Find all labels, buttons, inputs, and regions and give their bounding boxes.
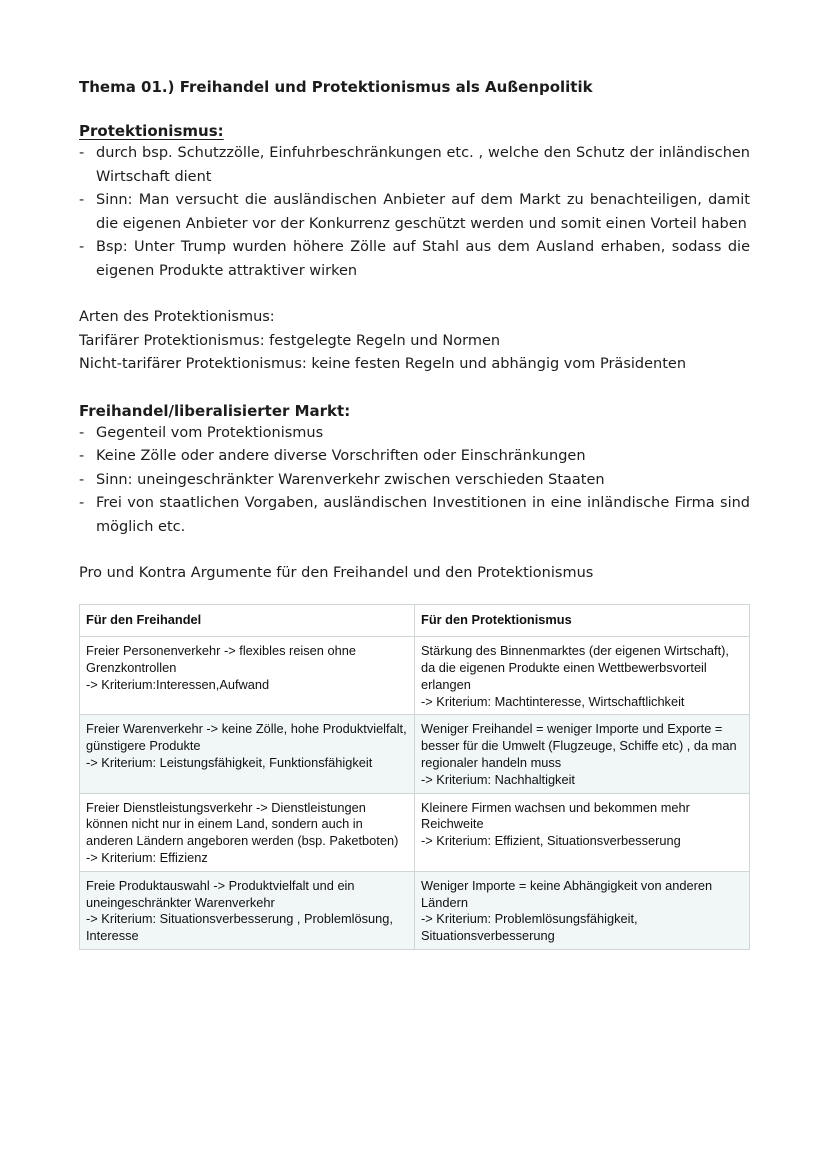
cell-text: Freie Produktauswahl -> Produktvielfalt und ein uneingeschränkter Warenverkehr: [86, 877, 355, 910]
protektionismus-heading: Protektionismus:: [79, 122, 224, 140]
page-title: Thema 01.) Freihandel und Protektionismus als Außenpolitik: [79, 78, 593, 96]
cell-criterion: -> Kriterium: Situationsverbesserung , Problemlösung, Interesse: [86, 911, 393, 944]
list-item: - durch bsp. Schutzzölle, Einfuhrbeschränkungen etc. , welche den Schutz der inländischen Wirtschaft dient: [79, 142, 750, 189]
cell-text: Weniger Freihandel = weniger Importe und Exporte = besser für die Umwelt (Flugzeuge, Schiffe etc) , da man regionaler handeln muss: [421, 721, 737, 771]
protektionismus-list: [79, 142, 750, 283]
arten-line-nicht-tarifaer: Nicht-tarifärer Protektionismus: keine festen Regeln und abhängig vom Präsidenten: [79, 356, 687, 372]
table-cell: [415, 871, 750, 949]
cell-text: Stärkung des Binnenmarktes (der eigenen Wirtschaft), da die eigenen Produkte einen Wettbewerbsvorteil erlangen: [421, 643, 729, 692]
freihandel-list: [79, 422, 750, 540]
column-header-protektionismus: Für den Protektionismus: [415, 604, 750, 637]
pro-kontra-table: [79, 604, 750, 951]
list-item: - Gegenteil vom Protektionismus: [79, 422, 750, 446]
cell-criterion: -> Kriterium: Machtinteresse, Wirtschaftlichkeit: [421, 693, 685, 709]
table-cell: [415, 715, 750, 793]
table-cell: [415, 793, 750, 871]
list-item: - Keine Zölle oder andere diverse Vorschriften oder Einschränkungen: [79, 445, 750, 469]
pro-kontra-heading: Pro und Kontra Argumente für den Freihandel und den Protektionismus: [79, 565, 594, 581]
table-row: [80, 793, 750, 871]
cell-text: Freier Personenverkehr -> flexibles reisen ohne Grenzkontrollen: [86, 643, 356, 676]
arten-line-tarifaer: Tarifärer Protektionismus: festgelegte Regeln und Normen: [79, 332, 501, 349]
cell-criterion: -> Kriterium: Problemlösungsfähigkeit, Situationsverbesserung: [421, 911, 638, 944]
arten-heading: Arten des Protektionismus:: [79, 309, 275, 325]
list-item: - Bsp: Unter Trump wurden höhere Zölle auf Stahl aus dem Ausland erhaben, sodass die eigenen Produkte attraktiver wirken: [79, 236, 750, 283]
table-cell: [80, 637, 415, 715]
table-row: [80, 637, 750, 715]
cell-criterion: -> Kriterium:Interessen,Aufwand: [86, 676, 270, 692]
cell-criterion: -> Kriterium: Leistungsfähigkeit, Funktionsfähigkeit: [86, 755, 373, 771]
list-item: - Frei von staatlichen Vorgaben, ausländischen Investitionen in eine inländische Firma sind möglich etc.: [79, 492, 750, 539]
table-header-row: [80, 604, 750, 637]
cell-text: Freier Dienstleistungsverkehr -> Dienstleistungen können nicht nur in einem Land, sondern auch in anderen Ländern angeboren werden (bsp. Paketboten): [86, 799, 399, 849]
cell-criterion: -> Kriterium: Effizienz: [86, 850, 208, 866]
list-item: - Sinn: uneingeschränkter Warenverkehr zwischen verschieden Staaten: [79, 469, 750, 493]
cell-text: Kleinere Firmen wachsen und bekommen mehr Reichweite: [421, 799, 690, 832]
cell-text: Weniger Importe = keine Abhängigkeit von anderen Ländern: [421, 877, 713, 910]
table-cell: [415, 637, 750, 715]
freihandel-heading: Freihandel/liberalisierter Markt:: [79, 401, 351, 420]
table-row: [80, 715, 750, 793]
cell-text: Freier Warenverkehr -> keine Zölle, hohe Produktvielfalt, günstigere Produkte: [86, 721, 407, 754]
table-cell: [80, 871, 415, 949]
cell-criterion: -> Kriterium: Effizient, Situationsverbesserung: [421, 833, 681, 849]
list-item: - Sinn: Man versucht die ausländischen Anbieter auf dem Markt zu benachteiligen, damit die eigenen Anbieter vor der Konkurrenz geschützt werden und somit einen Vorteil haben: [79, 189, 750, 236]
table-cell: [80, 793, 415, 871]
table-row: [80, 871, 750, 949]
table-cell: [80, 715, 415, 793]
document-page: [79, 76, 750, 950]
column-header-freihandel: Für den Freihandel: [80, 604, 415, 637]
cell-criterion: -> Kriterium: Nachhaltigkeit: [421, 771, 575, 787]
